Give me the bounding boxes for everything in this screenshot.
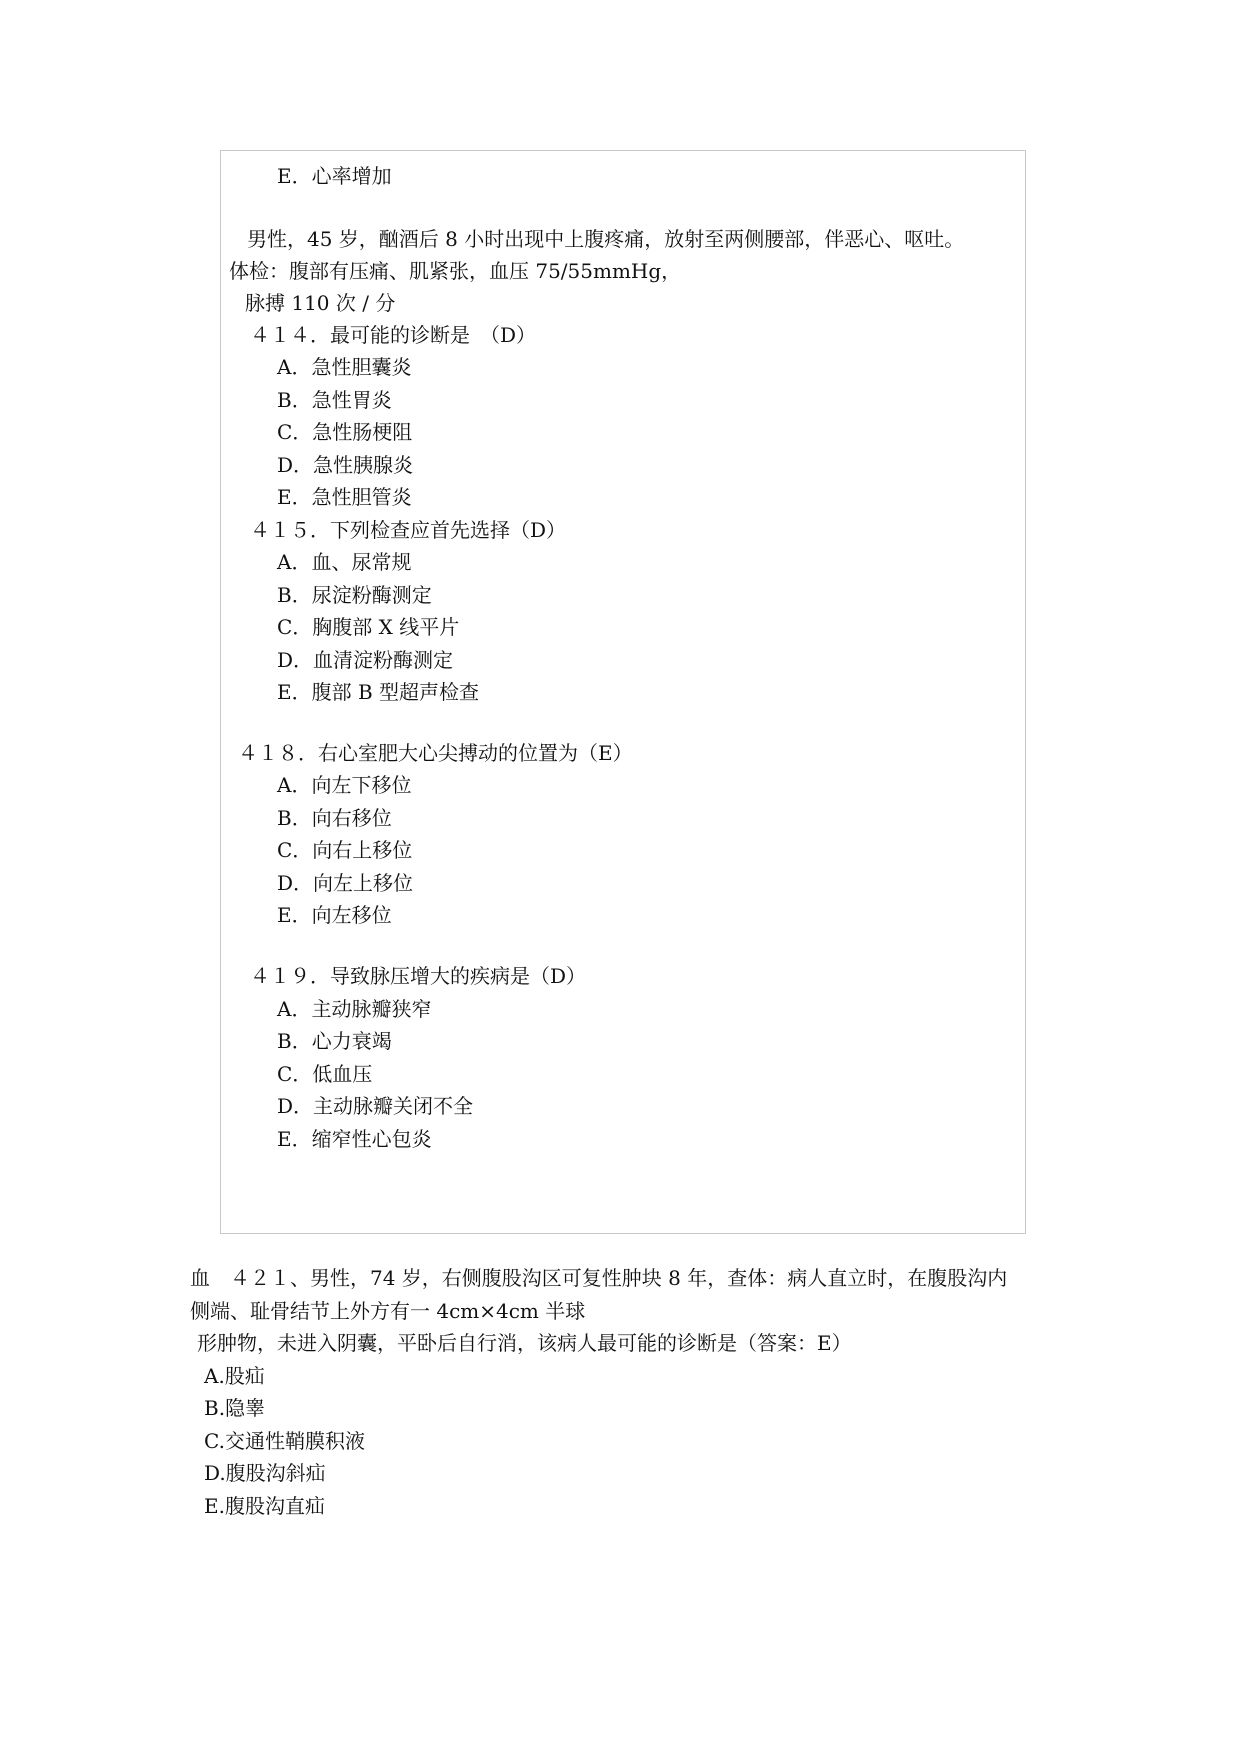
question-414-stem: ４１４．最可能的诊断是 （D） [250, 323, 537, 347]
question-418-stem: ４１８．右心室肥大心尖搏动的位置为（E） [238, 741, 633, 765]
q414-option-c: C．急性肠梗阻 [277, 420, 413, 444]
question-421-line-1: 血 ４２１、男性，74 岁，右侧腹股沟区可复性肿块 8 年，查体：病人直立时，在腹股沟内 [190, 1266, 1008, 1290]
question-421-line-2: 侧端、耻骨结节上外方有一 4cm×4cm 半球 [190, 1299, 586, 1323]
question-419-stem: ４１９．导致脉压增大的疾病是（D） [250, 964, 587, 988]
q421-option-b: B.隐睾 [204, 1396, 266, 1420]
q421-option-a: A.股疝 [204, 1364, 265, 1388]
q415-option-c: C．胸腹部 X 线平片 [277, 615, 460, 639]
q415-option-e: E．腹部 B 型超声检查 [277, 680, 480, 704]
question-421-line-3: 形肿物，未进入阴囊，平卧后自行消，该病人最可能的诊断是（答案：E） [197, 1331, 852, 1355]
q415-option-a: A．血、尿常规 [277, 550, 412, 574]
q415-option-d: D．血清淀粉酶测定 [277, 648, 454, 672]
q414-option-e: E．急性胆管炎 [277, 485, 412, 509]
q419-option-d: D．主动脉瓣关闭不全 [277, 1094, 474, 1118]
q419-option-b: B．心力衰竭 [277, 1029, 392, 1053]
q419-option-a: A．主动脉瓣狭窄 [277, 997, 432, 1021]
question-415-stem: ４１５．下列检查应首先选择（D） [250, 518, 567, 542]
q415-option-b: B．尿淀粉酶测定 [277, 583, 432, 607]
q421-option-e: E.腹股沟直疝 [204, 1494, 325, 1518]
case-description-line-3: 脉搏 110 次 / 分 [245, 291, 396, 315]
q421-option-c: C.交通性鞘膜积液 [204, 1429, 365, 1453]
case-description-line-1: 男性，45 岁，酗酒后 8 小时出现中上腹疼痛，放射至两侧腰部，伴恶心、呕吐。 [247, 227, 965, 251]
q414-option-b: B．急性胃炎 [277, 388, 392, 412]
q418-option-b: B．向右移位 [277, 806, 392, 830]
q419-option-c: C．低血压 [277, 1062, 373, 1086]
q418-option-e: E．向左移位 [277, 903, 392, 927]
q419-option-e: E．缩窄性心包炎 [277, 1127, 432, 1151]
q414-option-a: A．急性胆囊炎 [277, 355, 412, 379]
prev-option-e: E．心率增加 [277, 164, 392, 188]
case-description-line-2: 体检：腹部有压痛、肌紧张，血压 75/55mmHg， [229, 259, 682, 283]
q418-option-c: C．向右上移位 [277, 838, 413, 862]
q414-option-d: D．急性胰腺炎 [277, 453, 414, 477]
q418-option-a: A．向左下移位 [277, 773, 412, 797]
q418-option-d: D．向左上移位 [277, 871, 414, 895]
q421-option-d: D.腹股沟斜疝 [204, 1461, 326, 1485]
